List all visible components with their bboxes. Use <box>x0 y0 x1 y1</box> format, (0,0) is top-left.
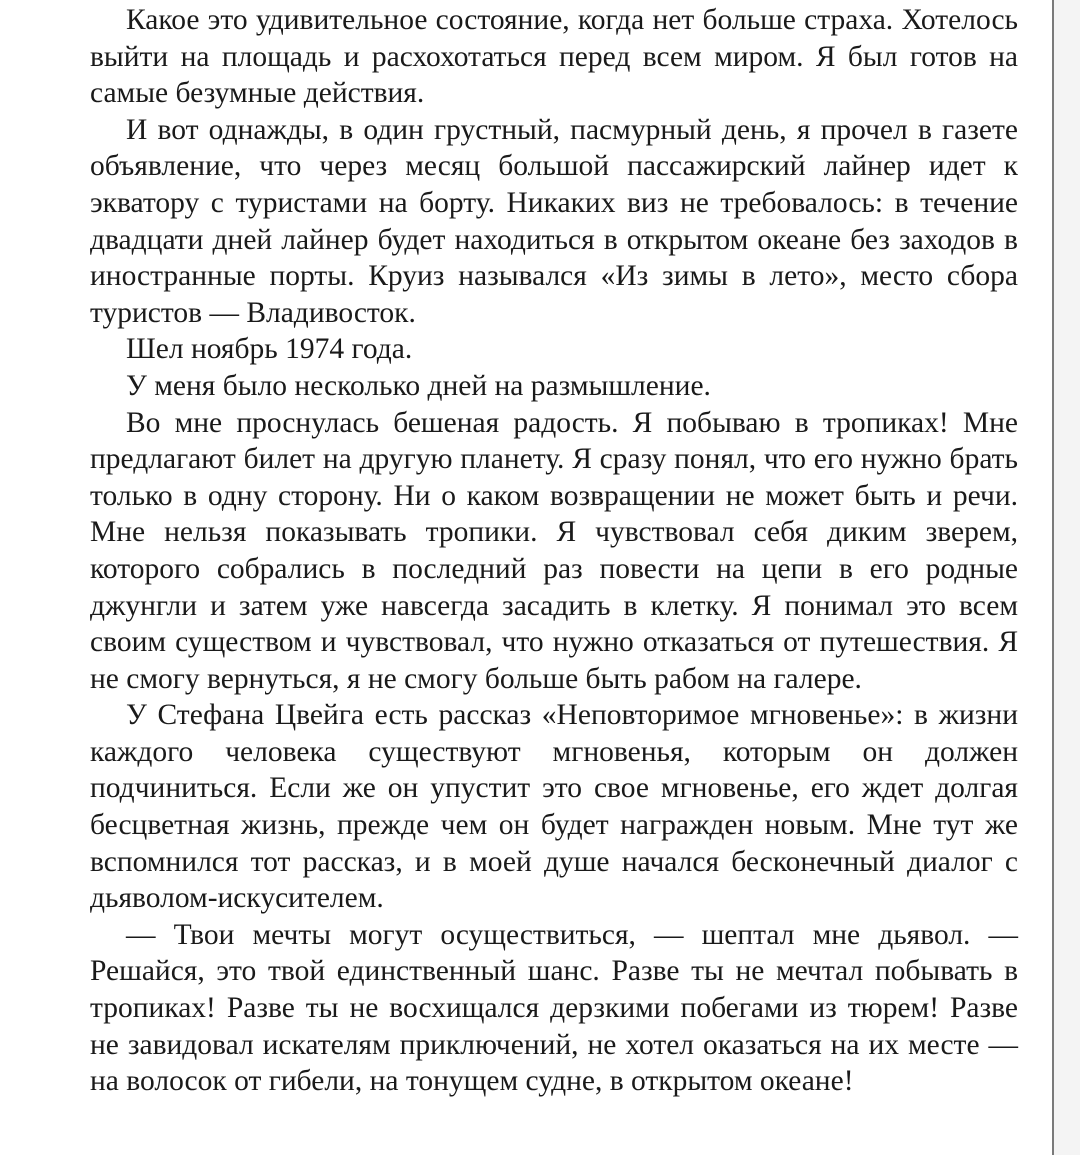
paragraph-2: И вот однажды, в один грустный, пасмурный день, я прочел в газете объявление, что через месяц большой пассажирский лайнер идет к экватору с туристами на борту. Никаких виз не требовалось: в течение двадцати дней лайнер будет находиться в открытом океане без заходов в иностранные порты. Круиз назывался «Из зимы в лето», место сбора туристов — Владивосток. <box>90 113 1018 329</box>
paragraph-7: — Твои мечты могут осуществиться, — шептал мне дьявол. — Решайся, это твой единственный шанс. Разве ты не мечтал побывать в тропиках! Разве ты не восхищался дерзкими побегами из тюрем! Разве не завидовал искателям приключений, не хотел оказаться на их месте — на волосок от гибели, на тонущем судне, в открытом океане! <box>90 918 1018 1098</box>
paragraph-4: У меня было несколько дней на размышление. <box>126 369 711 402</box>
paragraph-5: Во мне проснулась бешеная радость. Я побываю в тропиках! Мне предлагают билет на другую планету. Я сразу понял, что его нужно брать только в одну сторону. Ни о каком возвращении не может быть и речи. Мне нельзя показывать тропики. Я чувствовал себя диким зверем, которого собрались в последний раз повести на цепи в его родные джунгли и затем уже навсегда засадить в клетку. Я понимал это всем своим существом и чувствовал, что нужно отказаться от путешествия. Я не смогу вернуться, я не смогу больше быть рабом на галере. <box>90 406 1018 695</box>
paragraph-3: Шел ноябрь 1974 года. <box>126 333 413 366</box>
paragraph-6: У Стефана Цвейга есть рассказ «Неповторимое мгновенье»: в жизни каждого человека существуют мгновенья, которым он должен подчиниться. Если же он упустит это свое мгновенье, его ждет долгая бесцветная жизнь, прежде чем он будет награжден новым. Мне тут же вспомнился тот рассказ, и в моей душе начался бесконечный диалог с дьяволом-искусителем. <box>90 699 1018 915</box>
paragraph-1: Какое это удивительное состояние, когда нет больше страха. Хотелось выйти на площадь и расхохотаться перед всем миром. Я был готов на самые безумные действия. <box>90 4 1018 110</box>
page-right-margin <box>1054 0 1080 1155</box>
text-body <box>90 2 1018 1100</box>
